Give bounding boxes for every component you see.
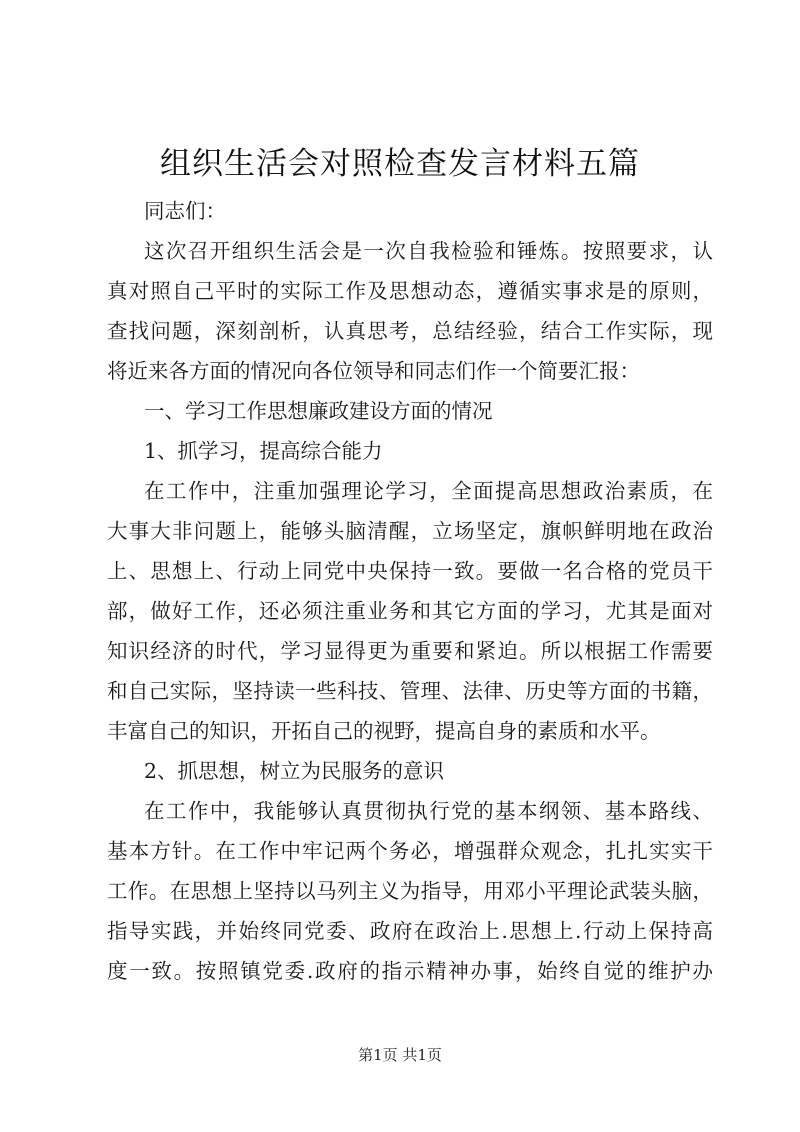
paragraph-line: 部，做好工作，还必须注重业务和其它方面的学习，尤其是面对	[107, 599, 713, 623]
salutation: 同志们：	[144, 199, 226, 223]
section-heading: 一、学习工作思想廉政建设方面的情况	[144, 399, 493, 423]
paragraph-line: 指导实践，并始终同党委、政府在政治上.思想上.行动上保持高	[107, 919, 713, 943]
paragraph-line: 度一致。按照镇党委.政府的指示精神办事，始终自觉的维护办	[107, 959, 713, 983]
paragraph-line: 大事大非问题上，能够头脑清醒，立场坚定，旗帜鲜明地在政治	[107, 519, 713, 543]
paragraph-line: 丰富自己的知识，开拓自己的视野，提高自身的素质和水平。	[107, 719, 661, 743]
paragraph-line: 在工作中，注重加强理论学习，全面提高思想政治素质，在	[144, 479, 713, 503]
paragraph-line: 查找问题，深刻剖析，认真思考，总结经验，结合工作实际，现	[107, 319, 713, 343]
document-title: 组织生活会对照检查发言材料五篇	[160, 146, 640, 182]
paragraph-line: 将近来各方面的情况向各位领导和同志们作一个简要汇报：	[107, 359, 640, 383]
paragraph-line: 和自己实际，坚持读一些科技、管理、法律、历史等方面的书籍，	[107, 679, 713, 703]
paragraph-line: 基本方针。在工作中牢记两个务必，增强群众观念，扎扎实实干	[107, 839, 713, 863]
subsection-heading: 2、抓思想，树立为民服务的意识	[144, 759, 445, 783]
page-number-footer: 第1页 共1页	[358, 1046, 442, 1064]
paragraph-line: 上、思想上、行动上同党中央保持一致。要做一名合格的党员干	[107, 559, 713, 583]
paragraph-line: 真对照自己平时的实际工作及思想动态，遵循实事求是的原则，	[107, 279, 713, 303]
paragraph-line: 这次召开组织生活会是一次自我检验和锤炼。按照要求，认	[144, 239, 713, 263]
paragraph-line: 在工作中，我能够认真贯彻执行党的基本纲领、基本路线、	[144, 799, 713, 823]
paragraph-line: 知识经济的时代，学习显得更为重要和紧迫。所以根据工作需要	[107, 639, 713, 663]
paragraph-line: 工作。在思想上坚持以马列主义为指导，用邓小平理论武装头脑，	[107, 879, 713, 903]
subsection-heading: 1、抓学习，提高综合能力	[144, 439, 383, 463]
